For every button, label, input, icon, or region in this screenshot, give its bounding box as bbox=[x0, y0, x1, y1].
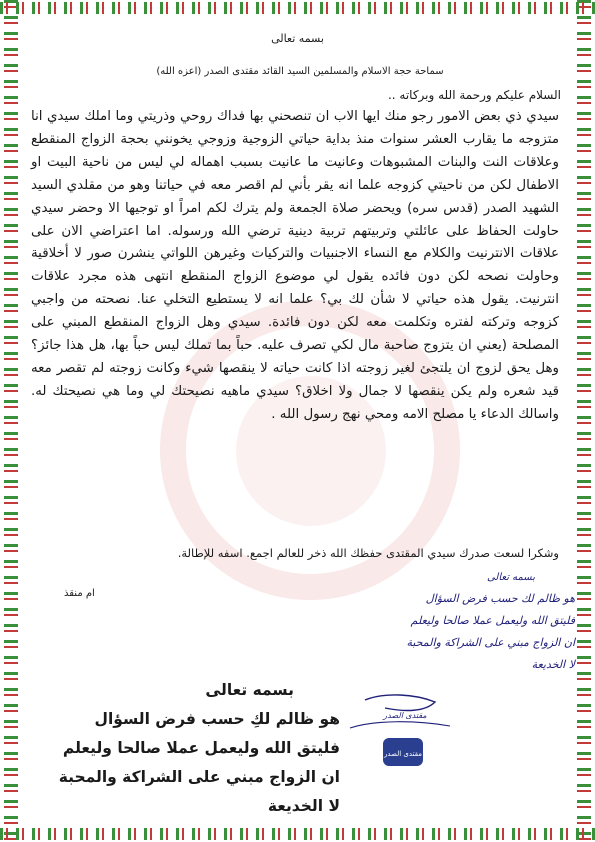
bottom-decorative-border bbox=[0, 828, 595, 840]
signature-stroke bbox=[350, 722, 450, 728]
reply-line: فليتق الله وليعمل عملا صالحا وليعلم bbox=[62, 739, 340, 757]
handwritten-reply bbox=[335, 570, 575, 690]
handwritten-line: لا الخديعة bbox=[531, 658, 575, 671]
letter-thanks: وشكرا لسعت صدرك سيدي المقتدى حفظك الله ذخر للعالم اجمع. اسفه للإطالة. bbox=[177, 546, 559, 560]
signature-stroke bbox=[365, 695, 435, 711]
seal-text: مقتدى الصدر bbox=[384, 750, 422, 758]
typed-reply bbox=[40, 676, 340, 821]
left-decorative-border bbox=[4, 0, 18, 842]
signature-and-seal bbox=[345, 690, 465, 770]
letter-heading: بسمه تعالى bbox=[271, 32, 324, 45]
handwritten-line: ان الزواج مبني على الشراكة والمحبة bbox=[406, 636, 575, 649]
right-decorative-border bbox=[577, 0, 591, 842]
letter-recipient: سماحة حجة الاسلام والمسلمين السيد القائد مقتدى الصدر (اعزه الله) bbox=[156, 66, 444, 77]
signature-text: مقتدى الصدر bbox=[383, 711, 427, 720]
reply-line: هو ظالم لكِ حسب فرض السؤال bbox=[94, 710, 340, 728]
letter-body: سيدي ذي بعض الامور رجو منك ايها الاب ان تنصحني بها فداك روحي وذريتي وما املك سيدي انا متزوجه ما يقارب العشر سنوات منذ بداية حياتي الزوجية وزوجي يخونني بحجة الزواج المنقطع وعلاقات النت والبنات المشبوهات وعانيت ما عانيت بسبب اهماله لي ليس من ناحية البيت او الاطفال لكن من ناحيتي كزوجه علما انه يقر بأني لم اقصر معه في حياتنا وهو من مقلدي السيد الشهيد الصدر (قدس سره) ويحضر صلاة الجمعة ولم يترك لكم امراً او توجيها الا وحضر سيدي حاولت الحفاظ على عائلتي وتربيتهم تربية دينية ترضي الله ورسوله. اما اعتراضي الان على علاقات الانترنيت والكلام مع النساء الاجنبيات والتركيات وغيرهن اللواتي ينشرن صور لا أخلاقية وحاولت نصحه لكن دون فائده يقول لي موضوع الزواج المنقطع انتهى هذه مجرد علاقات انترنيت. يقول هذه حياتي لا شأن لك بي؟ علما انه لا يستطيع التخلي عنا. نصحته من واجبي كزوجه وتركته لفتره وتكلمت معه لكن دون فائدة. سيدي وهل الزواج المنقطع المبني على المصلحة (يعني ان يتزوج صاحبة مال لكي تصرف عليه. حباً بما تملك ليس حباً بها، هل هذا جائز؟ وهل يحق لزوج ان يلتجئ لغير زوجته اذا كانت حياته لا ينقصها شيء وكانت زوجته لم تقصر معه قيد شعره ولم يكن ينقصها لا جمال ولا اخلاق؟ سيدي ماهيه نصيحتك لي وما هي نصيحتك له. واسالك الدعاء يا مصلح الامه ومحي نهج رسول الله . bbox=[31, 109, 559, 422]
reply-line: لا الخديعة bbox=[267, 797, 340, 815]
handwritten-line: بسمه تعالى bbox=[486, 572, 535, 583]
reply-line: ان الزواج مبني على الشراكة والمحبة bbox=[58, 768, 340, 786]
handwritten-line: فليتق الله وليعمل عملا صالحا وليعلم bbox=[410, 614, 575, 627]
handwritten-line: هو ظالم لك حسب فرض السؤال bbox=[425, 592, 575, 605]
reply-heading: بسمه تعالى bbox=[205, 681, 294, 699]
letter-greeting: السلام عليكم ورحمة الله وبركاته .. bbox=[387, 88, 561, 102]
letter-sender: ام منقذ bbox=[64, 588, 95, 599]
top-decorative-border bbox=[0, 2, 595, 14]
